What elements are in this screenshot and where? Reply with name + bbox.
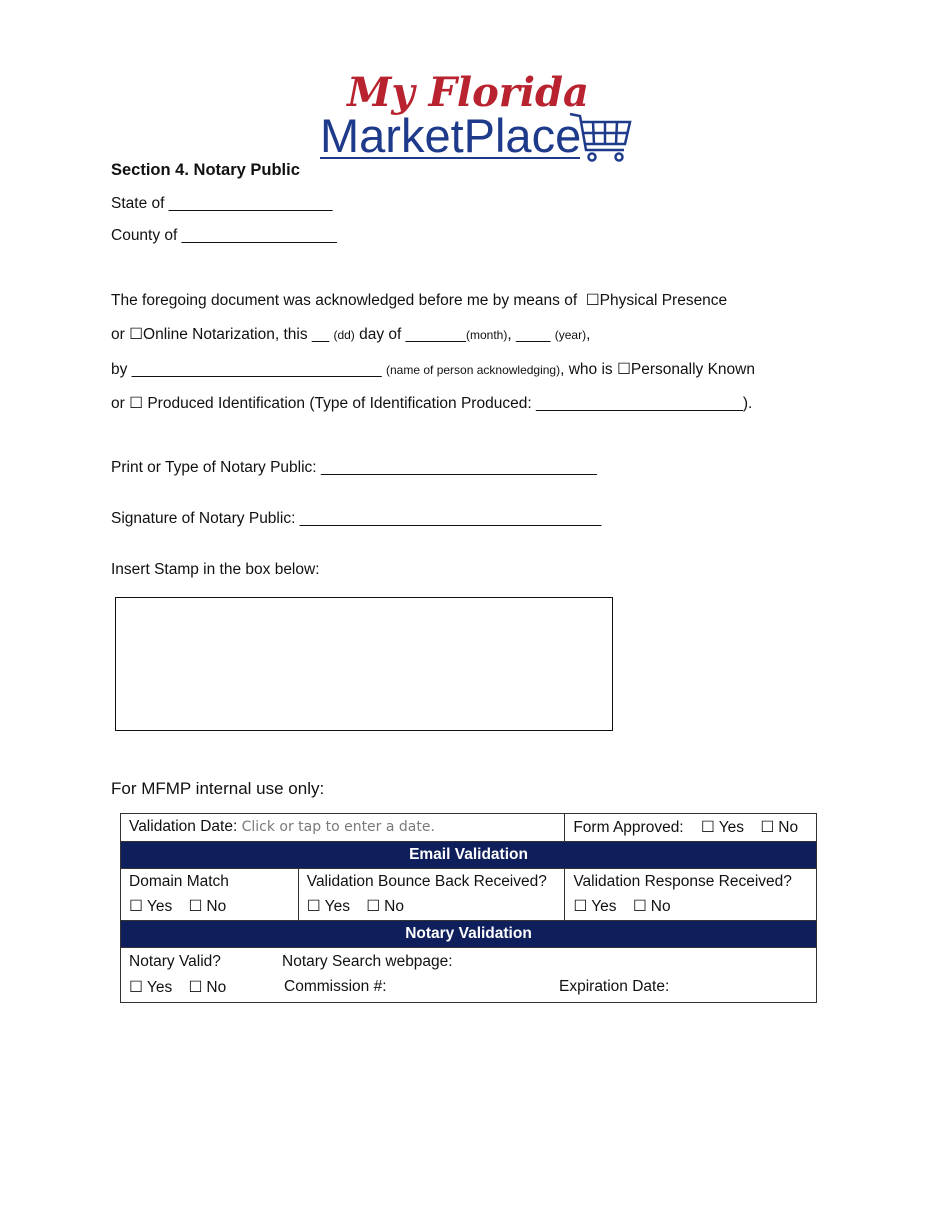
stamp-instruction: Insert Stamp in the box below: [111,561,320,578]
notary-signature-field[interactable] [111,510,601,528]
by-text: by [111,361,128,378]
notary-valid-no-label: No [206,979,227,996]
response-received-yes-label: Yes [591,898,617,915]
personally-known-label: Personally Known [630,361,755,378]
or-text-2: or [111,395,125,412]
bounce-back-no-checkbox[interactable]: ☐ [366,898,381,915]
form-approved-yes-checkbox[interactable]: ☐ [700,819,715,836]
commission-label: Commission #: [284,978,387,995]
comma-text: , [507,326,512,343]
email-validation-header: Email Validation [121,842,817,869]
county-blank[interactable]: __________________ [181,227,337,244]
response-received-label: Validation Response Received? [573,873,792,890]
physical-presence-checkbox[interactable]: ☐ [585,292,600,309]
response-received-cell [565,869,817,921]
day-of-text: day of [359,326,402,343]
validation-date-label: Validation Date: [129,818,238,835]
response-received-no-option[interactable] [633,898,671,915]
form-approved-no-label: No [778,819,799,836]
bounce-back-yes-checkbox[interactable]: ☐ [306,898,321,915]
bounce-back-yes-option[interactable] [307,898,350,915]
expiration-date-label: Expiration Date: [559,978,670,995]
produced-id-label: Produced Identification (Type of Identification Produced: [147,395,532,412]
domain-match-yes-label: Yes [146,898,173,915]
county-label: County of [111,227,178,244]
notary-valid-options [129,978,226,997]
ack-intro-text: The foregoing document was acknowledged before me by means of [111,292,578,309]
domain-match-no-label: No [206,898,227,915]
logo-script-text: My Florida [347,69,589,116]
response-received-no-label: No [650,898,671,915]
email-validation-header-row [121,842,817,869]
validation-date-input[interactable]: Click or tap to enter a date. [241,819,435,835]
ack-line-3 [111,360,755,379]
notary-valid-yes-label: Yes [146,979,173,996]
month-hint: (month) [466,328,508,342]
response-received-yes-option[interactable] [573,898,616,915]
email-validation-row [121,869,817,921]
mfmp-internal-table [120,813,817,1003]
bounce-back-cell [298,869,565,921]
notary-valid-no-checkbox[interactable]: ☐ [188,979,203,996]
notary-signature-label: Signature of Notary Public: [111,510,296,527]
my-florida-marketplace-logo [318,60,638,164]
notary-valid-yes-checkbox[interactable]: ☐ [129,979,143,996]
online-notarization-label: Online Notarization, this [143,326,308,343]
state-label: State of [111,195,165,212]
domain-match-no-checkbox[interactable]: ☐ [188,898,203,915]
notary-print-field[interactable] [111,459,597,477]
online-notarization-checkbox[interactable]: ☐ [129,326,144,343]
id-type-blank[interactable]: ________________________ [535,395,743,412]
notary-validation-row [121,948,817,1003]
notary-valid-no-option[interactable] [189,979,227,996]
month-blank[interactable]: _______ [405,326,466,343]
validation-date-cell [121,814,565,842]
notary-print-blank[interactable]: ________________________________ [320,459,597,476]
year-blank[interactable]: ____ [515,326,551,343]
or-text: or [111,326,125,343]
domain-match-no-option[interactable] [189,898,227,915]
name-hint: (name of person acknowledging) [386,363,561,377]
ack-line-2 [111,325,590,344]
ack-line-4 [111,394,752,413]
county-field[interactable] [111,227,337,245]
produced-id-checkbox[interactable]: ☐ [129,395,144,412]
bounce-back-no-label: No [384,898,404,915]
state-field[interactable] [111,195,333,213]
section-title: Section 4. Notary Public [111,161,300,179]
form-approved-label: Form Approved: [573,819,684,836]
name-blank[interactable]: _____________________________ [131,361,382,378]
bounce-back-label: Validation Bounce Back Received? [306,873,547,890]
personally-known-checkbox[interactable]: ☐ [616,361,631,378]
who-is-text: , who is [560,361,613,378]
domain-match-yes-option[interactable] [129,898,172,915]
domain-match-yes-checkbox[interactable]: ☐ [129,898,143,915]
logo-graphic [318,60,638,164]
notary-valid-yes-option[interactable] [129,979,172,996]
response-received-no-checkbox[interactable]: ☐ [632,898,647,915]
physical-presence-label: Physical Presence [599,292,728,309]
year-hint: (year) [554,328,587,342]
notary-print-label: Print or Type of Notary Public: [111,459,317,476]
form-approved-no-checkbox[interactable]: ☐ [760,819,775,836]
state-blank[interactable]: ___________________ [168,195,333,212]
ack-line-1 [111,291,727,310]
notary-validation-header: Notary Validation [121,921,817,948]
notary-validation-cell [121,948,817,1003]
bounce-back-yes-label: Yes [324,898,350,915]
closing-text: ). [742,395,753,412]
internal-use-title: For MFMP internal use only: [111,779,325,798]
comma-text-2: , [586,326,591,343]
stamp-box[interactable] [115,597,613,731]
dd-hint: (dd) [333,328,355,342]
form-approved-no-option[interactable] [760,819,798,836]
notary-validation-header-row [121,921,817,948]
notary-valid-label: Notary Valid? [129,953,221,970]
form-approved-yes-option[interactable] [701,819,744,836]
logo-main-text: MarketPlace [320,109,582,162]
domain-match-cell [121,869,299,921]
form-approved-cell [565,814,817,842]
form-approved-yes-label: Yes [718,819,745,836]
day-blank[interactable]: __ [311,326,330,343]
response-received-yes-checkbox[interactable]: ☐ [573,898,588,915]
notary-search-label[interactable]: Notary Search webpage: [282,953,453,970]
bounce-back-no-option[interactable] [366,898,404,915]
validation-date-row [121,814,817,842]
domain-match-label: Domain Match [129,873,229,890]
notary-signature-blank[interactable]: ___________________________________ [299,510,602,527]
